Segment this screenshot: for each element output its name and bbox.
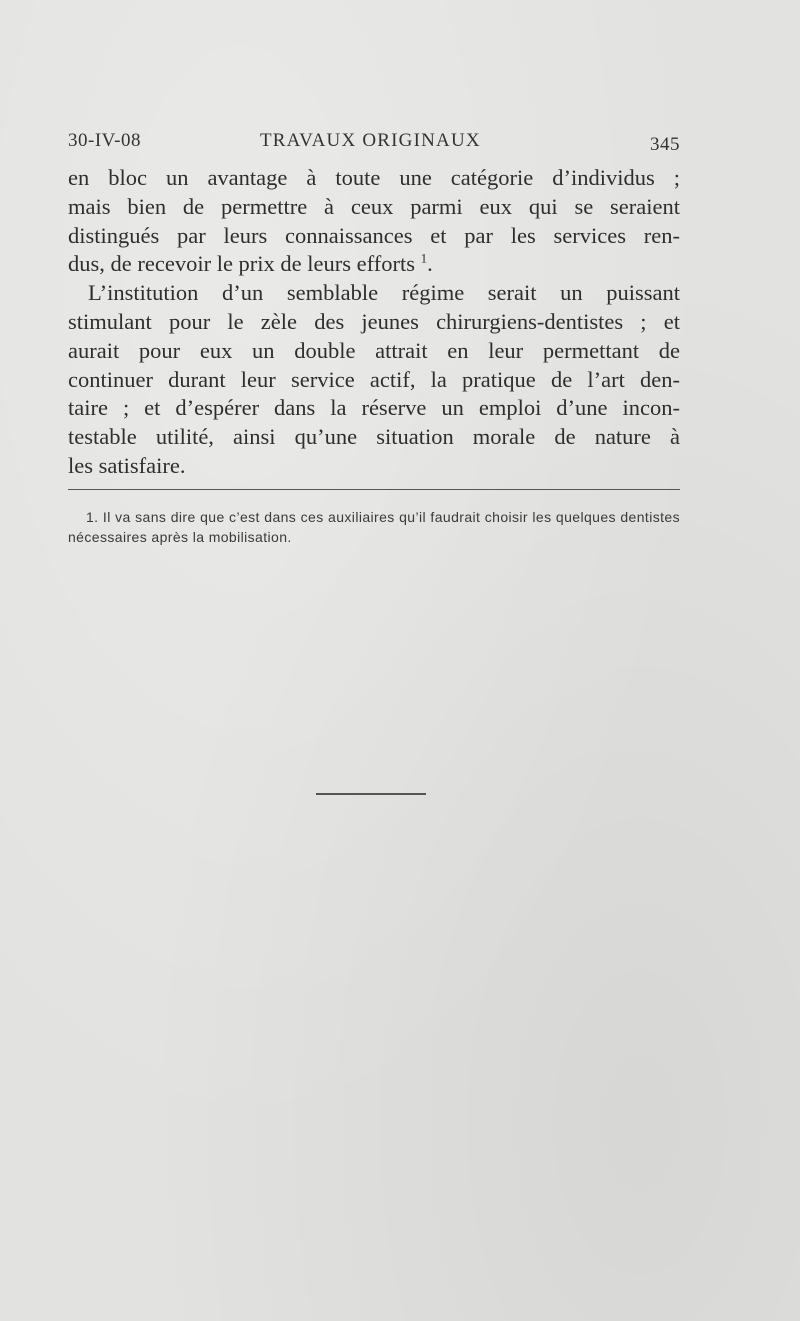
text-line: mais bien de permettre à ceux parmi eux qui se seraient — [68, 193, 680, 219]
text-line-content: dus, de recevoir le prix de leurs efforts — [68, 251, 415, 277]
text-line: aurait pour eux un double attrait en leur permettant de — [68, 337, 680, 363]
page-number: 345 — [650, 134, 680, 155]
footnote-text: Il va sans dire que c’est dans ces auxiliaires qu’il faudrait choisir les quelques dentistes nécessaires après la mobilisation. — [68, 509, 680, 545]
running-header — [68, 130, 680, 160]
text-line: stimulant pour le zèle des jeunes chirurgiens-dentistes ; et — [68, 308, 680, 334]
header-date: 30-IV-08 — [68, 130, 141, 151]
text-line: en bloc un avantage à toute une catégorie d’individus ; — [68, 165, 680, 190]
section-end-rule — [316, 793, 426, 795]
text-line: L’institution d’un semblable régime serait un puissant — [88, 280, 680, 306]
text-line: taire ; et d’espérer dans la réserve un emploi d’une incon- — [68, 395, 680, 421]
text-line: continuer durant leur service actif, la pratique de l’art den- — [68, 366, 680, 392]
sentence-end: . — [427, 251, 433, 277]
footnote — [68, 507, 680, 547]
footnote-reference: 1 — [420, 250, 428, 266]
text-line: distingués par leurs connaissances et par les services ren- — [68, 222, 680, 248]
text-line: testable utilité, ainsi qu’une situation morale de nature à — [68, 424, 680, 450]
footnote-separator — [68, 489, 680, 490]
main-text — [68, 164, 680, 481]
text-line — [68, 250, 680, 279]
footnote-number: 1. — [86, 509, 99, 525]
header-section-title: TRAVAUX ORIGINAUX — [260, 130, 481, 151]
text-line: les satisfaire. — [68, 452, 186, 478]
